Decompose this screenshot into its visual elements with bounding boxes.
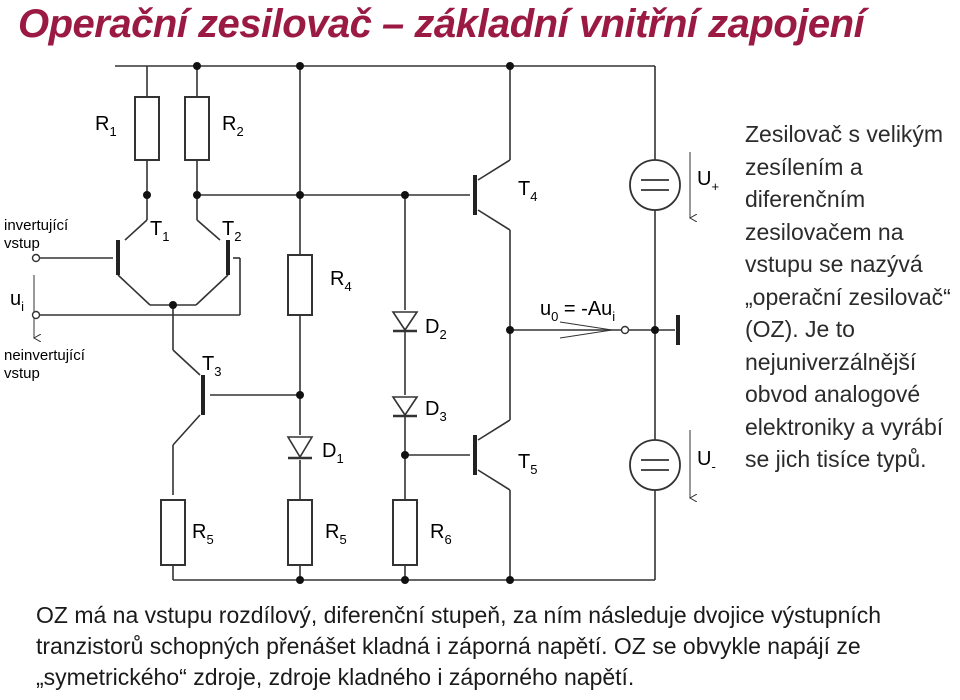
arrows: [34, 152, 690, 498]
label-d2: $D_2$: [425, 316, 447, 342]
resistor-r6: [393, 500, 417, 565]
label-t4: $T_4$: [518, 178, 538, 204]
diode-d3: [393, 397, 417, 415]
bottom-paragraph: OZ má na vstupu rozdílový, diferenční stupeň, za ním následuje dvojice výstupních tranzistorů schopných přenášet kladná i záporná napětí. OZ se obvykle napájí ze „symetrického“ zdroje, zdroje kladného i záporného napětí.: [36, 602, 882, 690]
label-output-voltage: $u_0 = -Au_i$: [540, 298, 616, 324]
terminal-open-circles: [33, 255, 629, 334]
bottom-description: [36, 600, 956, 693]
resistor-r5-left: [161, 500, 185, 565]
resistor-r2: [185, 97, 209, 160]
label-inverting-input: invertující vstup: [4, 217, 69, 252]
supply-negative: [630, 440, 680, 490]
label-r5-left: $R_5$: [192, 521, 214, 547]
label-r1: $R_1$: [95, 113, 117, 139]
diode-d2: [393, 312, 417, 330]
resistor-r5-mid: [288, 500, 312, 565]
supply-positive: [630, 160, 680, 210]
label-r4: $R_4$: [330, 268, 352, 294]
label-t3: $T_3$: [202, 353, 222, 379]
label-t2: $T_2$: [222, 218, 242, 244]
resistors: [135, 97, 417, 565]
diode-d1: [288, 437, 312, 457]
transistor-bars: [118, 175, 678, 475]
resistor-r1: [135, 97, 159, 160]
label-u-plus: $U_+$: [697, 168, 720, 194]
diodes: [288, 312, 417, 458]
resistor-r4: [288, 255, 312, 315]
label-t5: $T_5$: [518, 451, 538, 477]
label-d3: $D_3$: [425, 398, 447, 424]
label-r2: $R_2$: [222, 113, 244, 139]
side-paragraph: Zesilovač s velikým zesílením a diferenčním zesilovačem na vstupu se nazývá „operační zesilovač“ (OZ). Je to nejuniverzálnější obvod analogové elektroniky a vyrábí se jich tisíce typů.: [745, 121, 951, 472]
slide-title: Operační zesilovač – základní vnitřní zapojení: [18, 2, 865, 46]
label-noninverting-input: neinvertující vstup: [4, 347, 85, 382]
side-description: [745, 118, 955, 476]
label-r6: $R_6$: [430, 521, 452, 547]
label-r5-mid: $R_5$: [325, 521, 347, 547]
label-ui: $u_i$: [10, 288, 25, 314]
label-d1: $D_1$: [322, 440, 344, 466]
label-t1: $T_1$: [150, 218, 170, 244]
circuit-diagram: [0, 60, 740, 600]
label-u-minus: $U_-$: [697, 448, 716, 474]
